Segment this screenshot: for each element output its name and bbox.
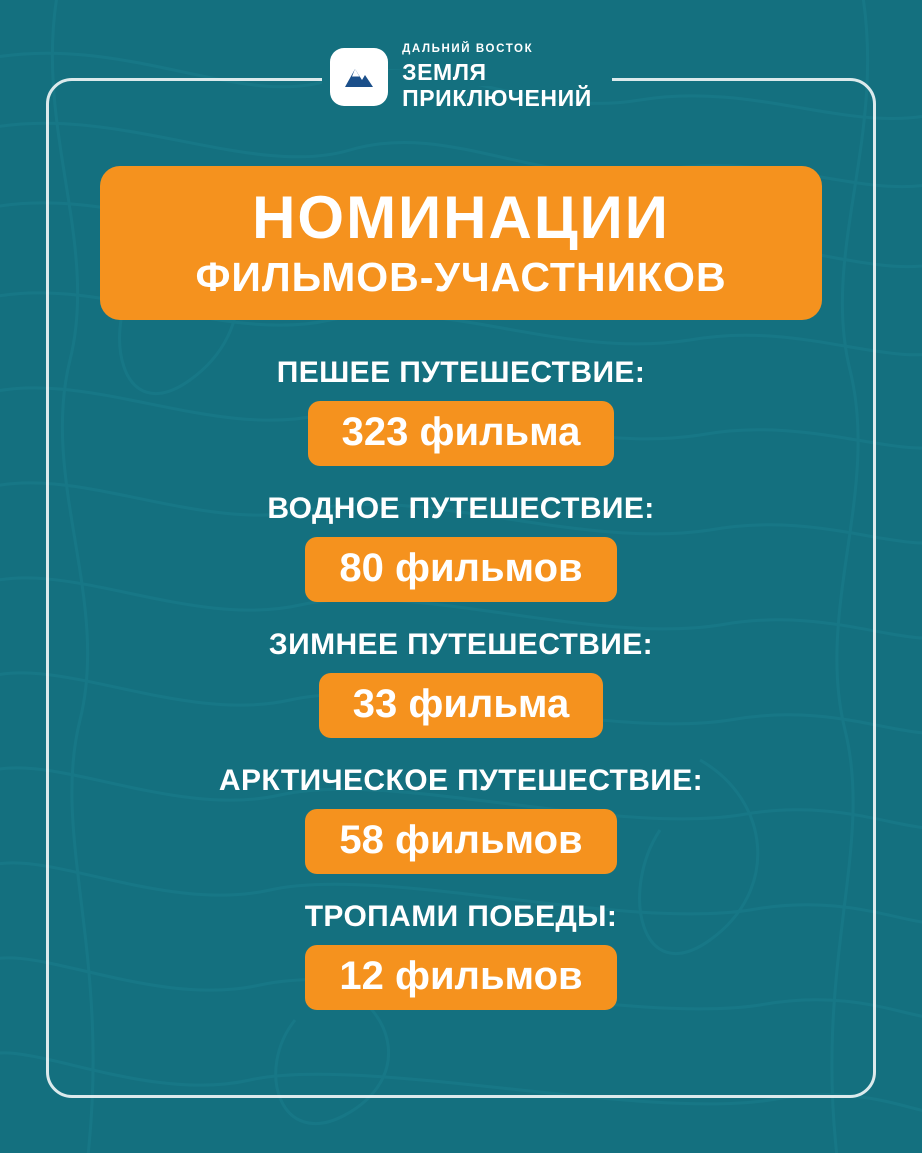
page-subtitle: ФИЛЬМОВ-УЧАСТНИКОВ <box>195 254 727 300</box>
list-item <box>46 900 876 1010</box>
mountain-icon <box>330 48 388 106</box>
brand-kicker: ДАЛЬНИЙ ВОСТОК <box>402 43 534 55</box>
list-item <box>46 492 876 602</box>
nomination-label: ЗИМНЕЕ ПУТЕШЕСТВИЕ: <box>268 628 654 661</box>
brand-text <box>402 44 592 110</box>
list-item <box>46 356 876 466</box>
nomination-count: 33 фильма <box>319 673 604 738</box>
nominations-list <box>46 356 876 1036</box>
nomination-count: 80 фильмов <box>305 537 616 602</box>
nomination-count: 58 фильмов <box>305 809 616 874</box>
nomination-count: 12 фильмов <box>305 945 616 1010</box>
title-banner <box>100 166 822 320</box>
nomination-label: ВОДНОЕ ПУТЕШЕСТВИЕ: <box>267 492 655 525</box>
brand-line-1: ЗЕМЛЯ <box>402 58 487 85</box>
page-title: НОМИНАЦИИ <box>252 184 670 251</box>
brand-logo <box>0 44 922 110</box>
list-item <box>46 628 876 738</box>
nomination-label: АРКТИЧЕСКОЕ ПУТЕШЕСТВИЕ: <box>218 764 704 797</box>
nomination-count: 323 фильма <box>308 401 615 466</box>
list-item <box>46 764 876 874</box>
brand-line-2: ПРИКЛЮЧЕНИЙ <box>402 84 592 111</box>
nomination-label: ПЕШЕЕ ПУТЕШЕСТВИЕ: <box>276 356 646 389</box>
nomination-label: ТРОПАМИ ПОБЕДЫ: <box>304 900 618 933</box>
